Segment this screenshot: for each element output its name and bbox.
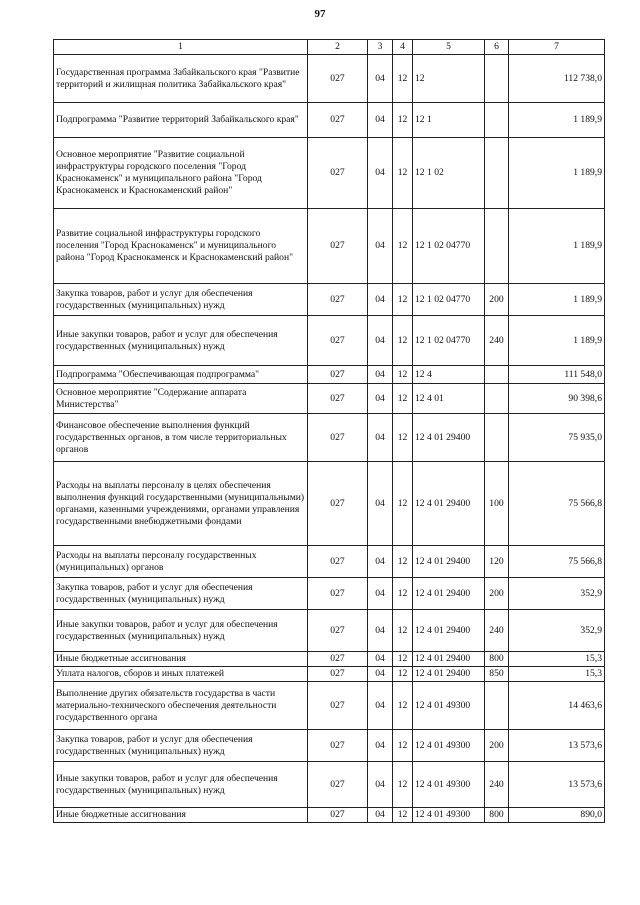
csr-code: 12 4 01 49300 <box>413 762 485 808</box>
vr-code: 240 <box>485 316 509 366</box>
csr-code: 12 1 02 <box>413 138 485 209</box>
row-name: Выполнение других обязательств государства в части материально-технического обеспечения деятельности государственного органа <box>54 682 308 730</box>
rz-code: 04 <box>368 316 393 366</box>
row-name: Иные закупки товаров, работ и услуг для обеспечения государственных (муниципальных) нужд <box>54 762 308 808</box>
table-row <box>54 762 605 808</box>
gr-code: 027 <box>308 667 368 682</box>
gr-code: 027 <box>308 316 368 366</box>
amount: 1 189,9 <box>509 103 605 138</box>
table-row <box>54 730 605 762</box>
pr-code: 12 <box>393 667 413 682</box>
gr-code: 027 <box>308 138 368 209</box>
vr-code: 240 <box>485 610 509 652</box>
csr-code: 12 4 01 49300 <box>413 682 485 730</box>
row-name: Расходы на выплаты персоналу государственных (муниципальных) органов <box>54 546 308 578</box>
header-cell: 1 <box>54 40 308 55</box>
table-row <box>54 667 605 682</box>
table-row <box>54 316 605 366</box>
csr-code: 12 1 02 04770 <box>413 316 485 366</box>
table-row <box>54 366 605 384</box>
table-row <box>54 103 605 138</box>
table-row <box>54 610 605 652</box>
pr-code: 12 <box>393 610 413 652</box>
pr-code: 12 <box>393 682 413 730</box>
header-cell: 2 <box>308 40 368 55</box>
pr-code: 12 <box>393 546 413 578</box>
rz-code: 04 <box>368 610 393 652</box>
gr-code: 027 <box>308 462 368 546</box>
vr-code <box>485 138 509 209</box>
csr-code: 12 4 01 29400 <box>413 462 485 546</box>
vr-code <box>485 209 509 284</box>
csr-code: 12 4 01 49300 <box>413 808 485 823</box>
pr-code: 12 <box>393 316 413 366</box>
table-row <box>54 462 605 546</box>
rz-code: 04 <box>368 384 393 414</box>
gr-code: 027 <box>308 366 368 384</box>
rz-code: 04 <box>368 546 393 578</box>
vr-code: 800 <box>485 652 509 667</box>
row-name: Уплата налогов, сборов и иных платежей <box>54 667 308 682</box>
csr-code: 12 4 01 29400 <box>413 667 485 682</box>
vr-code: 850 <box>485 667 509 682</box>
amount: 75 566,8 <box>509 462 605 546</box>
vr-code: 200 <box>485 284 509 316</box>
rz-code: 04 <box>368 414 393 462</box>
amount: 890,0 <box>509 808 605 823</box>
table-row <box>54 808 605 823</box>
row-name: Закупка товаров, работ и услуг для обеспечения государственных (муниципальных) нужд <box>54 730 308 762</box>
gr-code: 027 <box>308 762 368 808</box>
csr-code: 12 4 01 29400 <box>413 578 485 610</box>
gr-code: 027 <box>308 682 368 730</box>
table-row <box>54 546 605 578</box>
table-row <box>54 138 605 209</box>
vr-code: 100 <box>485 462 509 546</box>
gr-code: 027 <box>308 209 368 284</box>
amount: 15,3 <box>509 667 605 682</box>
vr-code: 240 <box>485 762 509 808</box>
gr-code: 027 <box>308 578 368 610</box>
vr-code: 120 <box>485 546 509 578</box>
pr-code: 12 <box>393 103 413 138</box>
header-cell: 6 <box>485 40 509 55</box>
table-row <box>54 55 605 103</box>
pr-code: 12 <box>393 462 413 546</box>
table-row <box>54 284 605 316</box>
gr-code: 027 <box>308 414 368 462</box>
vr-code <box>485 414 509 462</box>
pr-code: 12 <box>393 414 413 462</box>
csr-code: 12 4 01 49300 <box>413 730 485 762</box>
csr-code: 12 1 <box>413 103 485 138</box>
rz-code: 04 <box>368 682 393 730</box>
gr-code: 027 <box>308 384 368 414</box>
row-name: Расходы на выплаты персоналу в целях обеспечения выполнения функций государственными (муниципальными) органами, казенными учреждениями, органами управления государственными внебюджетными фондами <box>54 462 308 546</box>
gr-code: 027 <box>308 55 368 103</box>
amount: 112 738,0 <box>509 55 605 103</box>
row-name: Развитие социальной инфраструктуры городского поселения "Город Краснокаменск" и муниципального района "Город Краснокаменск и Краснокаменский район" <box>54 209 308 284</box>
row-name: Финансовое обеспечение выполнения функций государственных органов, в том числе территориальных органов <box>54 414 308 462</box>
gr-code: 027 <box>308 103 368 138</box>
pr-code: 12 <box>393 808 413 823</box>
row-name: Основное мероприятие "Развитие социальной инфраструктуры городского поселения "Город Краснокаменск" и муниципального района "Город Краснокаменск и Краснокаменский район" <box>54 138 308 209</box>
page-number: 97 <box>314 8 326 20</box>
amount: 13 573,6 <box>509 762 605 808</box>
pr-code: 12 <box>393 209 413 284</box>
amount: 1 189,9 <box>509 209 605 284</box>
gr-code: 027 <box>308 808 368 823</box>
amount: 75 935,0 <box>509 414 605 462</box>
gr-code: 027 <box>308 284 368 316</box>
rz-code: 04 <box>368 462 393 546</box>
header-cell: 4 <box>393 40 413 55</box>
rz-code: 04 <box>368 366 393 384</box>
amount: 14 463,6 <box>509 682 605 730</box>
rz-code: 04 <box>368 138 393 209</box>
gr-code: 027 <box>308 730 368 762</box>
pr-code: 12 <box>393 762 413 808</box>
rz-code: 04 <box>368 209 393 284</box>
csr-code: 12 1 02 04770 <box>413 284 485 316</box>
row-name: Закупка товаров, работ и услуг для обеспечения государственных (муниципальных) нужд <box>54 284 308 316</box>
budget-table <box>53 39 605 823</box>
header-cell: 5 <box>413 40 485 55</box>
row-name: Подпрограмма "Развитие территорий Забайкальского края" <box>54 103 308 138</box>
vr-code: 200 <box>485 578 509 610</box>
gr-code: 027 <box>308 546 368 578</box>
pr-code: 12 <box>393 55 413 103</box>
csr-code: 12 1 02 04770 <box>413 209 485 284</box>
header-cell: 3 <box>368 40 393 55</box>
table-row <box>54 652 605 667</box>
amount: 1 189,9 <box>509 316 605 366</box>
vr-code <box>485 366 509 384</box>
pr-code: 12 <box>393 578 413 610</box>
table-row <box>54 682 605 730</box>
rz-code: 04 <box>368 578 393 610</box>
pr-code: 12 <box>393 652 413 667</box>
row-name: Иные закупки товаров, работ и услуг для обеспечения государственных (муниципальных) нужд <box>54 316 308 366</box>
csr-code: 12 4 01 29400 <box>413 610 485 652</box>
pr-code: 12 <box>393 366 413 384</box>
row-name: Иные закупки товаров, работ и услуг для обеспечения государственных (муниципальных) нужд <box>54 610 308 652</box>
amount: 352,9 <box>509 578 605 610</box>
rz-code: 04 <box>368 762 393 808</box>
vr-code: 800 <box>485 808 509 823</box>
row-name: Иные бюджетные ассигнования <box>54 808 308 823</box>
csr-code: 12 4 01 <box>413 384 485 414</box>
amount: 75 566,8 <box>509 546 605 578</box>
csr-code: 12 4 01 29400 <box>413 546 485 578</box>
vr-code <box>485 55 509 103</box>
rz-code: 04 <box>368 55 393 103</box>
csr-code: 12 4 01 29400 <box>413 652 485 667</box>
row-name: Иные бюджетные ассигнования <box>54 652 308 667</box>
pr-code: 12 <box>393 384 413 414</box>
vr-code <box>485 384 509 414</box>
rz-code: 04 <box>368 284 393 316</box>
rz-code: 04 <box>368 652 393 667</box>
table-row <box>54 209 605 284</box>
header-row <box>54 40 605 55</box>
amount: 1 189,9 <box>509 284 605 316</box>
row-name: Основное мероприятие "Содержание аппарата Министерства" <box>54 384 308 414</box>
rz-code: 04 <box>368 667 393 682</box>
gr-code: 027 <box>308 610 368 652</box>
csr-code: 12 <box>413 55 485 103</box>
amount: 1 189,9 <box>509 138 605 209</box>
amount: 13 573,6 <box>509 730 605 762</box>
row-name: Закупка товаров, работ и услуг для обеспечения государственных (муниципальных) нужд <box>54 578 308 610</box>
table-row <box>54 384 605 414</box>
amount: 90 398,6 <box>509 384 605 414</box>
table-row <box>54 578 605 610</box>
table-row <box>54 414 605 462</box>
vr-code: 200 <box>485 730 509 762</box>
pr-code: 12 <box>393 730 413 762</box>
row-name: Государственная программа Забайкальского края "Развитие территорий и жилищная политика Забайкальского края" <box>54 55 308 103</box>
gr-code: 027 <box>308 652 368 667</box>
pr-code: 12 <box>393 138 413 209</box>
amount: 111 548,0 <box>509 366 605 384</box>
pr-code: 12 <box>393 284 413 316</box>
rz-code: 04 <box>368 730 393 762</box>
csr-code: 12 4 <box>413 366 485 384</box>
amount: 352,9 <box>509 610 605 652</box>
amount: 15,3 <box>509 652 605 667</box>
row-name: Подпрограмма "Обеспечивающая подпрограмма" <box>54 366 308 384</box>
vr-code <box>485 103 509 138</box>
rz-code: 04 <box>368 103 393 138</box>
rz-code: 04 <box>368 808 393 823</box>
csr-code: 12 4 01 29400 <box>413 414 485 462</box>
header-cell: 7 <box>509 40 605 55</box>
vr-code <box>485 682 509 730</box>
